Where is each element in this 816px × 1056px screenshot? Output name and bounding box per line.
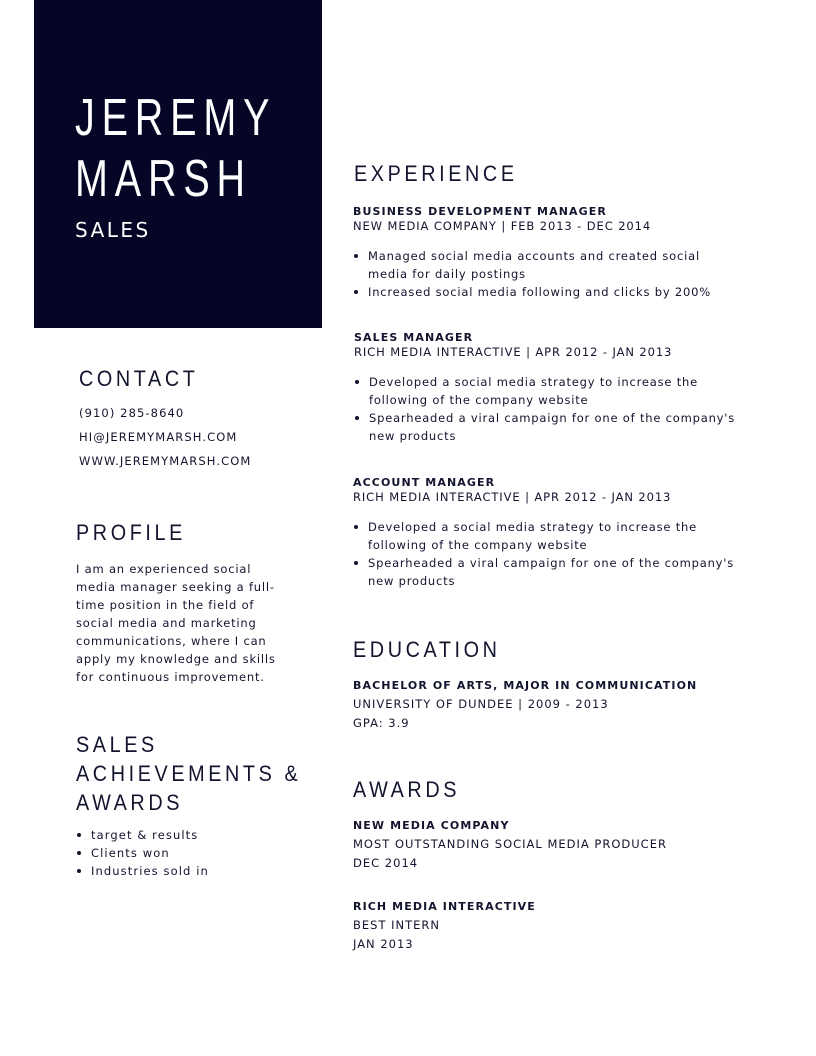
education-heading: EDUCATION [353,637,501,662]
job-position: BUSINESS DEVELOPMENT MANAGER [353,205,607,218]
job-bullets [353,247,753,301]
list-item: Developed a social media strategy to increase the following of the company website [354,373,709,409]
achievements-heading-line-1: SALES [76,732,158,757]
school-dates: UNIVERSITY OF DUNDEE | 2009 - 2013 [353,697,609,711]
list-item: Spearheaded a viral campaign for one of the company's new products [353,554,748,590]
award-name: BEST INTERN [353,918,441,932]
first-name: JEREMY [75,89,277,147]
job-bullets [354,373,754,445]
education-entry [353,677,697,733]
website-url: WWW.JEREMYMARSH.COM [79,454,252,468]
contact-info [79,404,251,476]
job-company-dates: RICH MEDIA INTERACTIVE | APR 2012 - JAN 2013 [353,490,672,504]
awards-heading: AWARDS [353,777,461,802]
job-position: ACCOUNT MANAGER [353,476,496,489]
job-title: SALES [75,218,151,242]
job-entry [354,331,754,445]
phone-number: (910) 285-8640 [79,406,185,420]
job-entry [353,476,753,590]
list-item: Managed social media accounts and created social media for daily postings [353,247,713,283]
list-item: Clients won [76,844,209,862]
gpa: GPA: 3.9 [353,716,410,730]
job-position: SALES MANAGER [354,331,474,344]
award-date: JAN 2013 [353,937,414,951]
list-item: Spearheaded a viral campaign for one of the company's new products [354,409,749,445]
achievements-heading-line-3: AWARDS [76,790,184,815]
award-entry [353,817,667,873]
degree: BACHELOR OF ARTS, MAJOR IN COMMUNICATION [353,679,698,692]
experience-heading: EXPERIENCE [354,161,518,186]
job-bullets [353,518,753,590]
email-address: HI@JEREMYMARSH.COM [79,430,238,444]
award-date: DEC 2014 [353,856,419,870]
award-name: MOST OUTSTANDING SOCIAL MEDIA PRODUCER [353,837,667,851]
list-item: target & results [76,826,209,844]
list-item: Industries sold in [76,862,209,880]
achievements-list [76,826,209,880]
last-name: MARSH [75,150,252,208]
candidate-name [75,88,276,210]
contact-heading: CONTACT [79,366,199,391]
award-organization: RICH MEDIA INTERACTIVE [353,900,536,913]
job-company-dates: RICH MEDIA INTERACTIVE | APR 2012 - JAN 2013 [354,345,673,359]
achievements-heading-line-2: ACHIEVEMENTS & [76,761,302,786]
job-entry [353,205,753,301]
list-item: Developed a social media strategy to increase the following of the company website [353,518,708,554]
award-organization: NEW MEDIA COMPANY [353,819,510,832]
list-item: Increased social media following and clicks by 200% [353,283,753,301]
profile-heading: PROFILE [76,520,186,545]
award-entry [353,898,536,954]
job-company-dates: NEW MEDIA COMPANY | FEB 2013 - DEC 2014 [353,219,652,233]
achievements-heading [76,730,301,817]
profile-text: I am an experienced social media manager seeking a full-time position in the field of social media and marketing communications, where I can apply my knowledge and skills for continuous improvement. [76,562,276,684]
